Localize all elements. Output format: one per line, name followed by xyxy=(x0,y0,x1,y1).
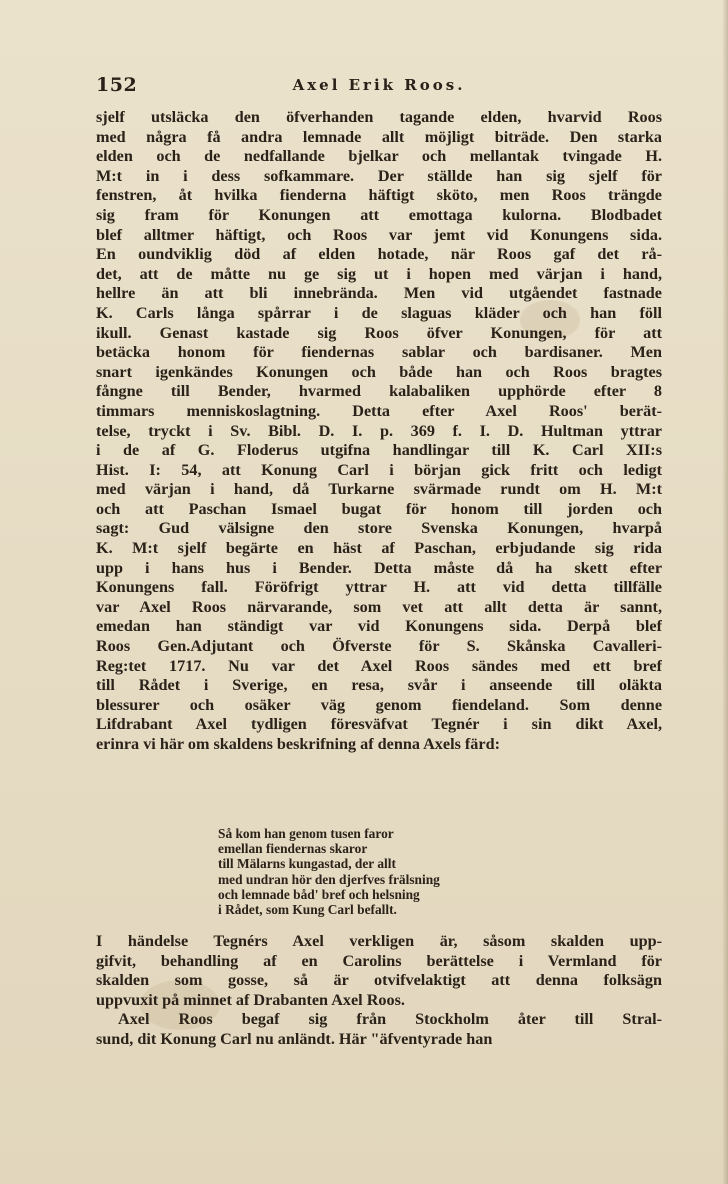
paragraph-1-line: det, att de måtte nu ge sig ut i hopen med värjan i hand, xyxy=(96,264,662,283)
paragraph-1-line: erinra vi här om skaldens beskrifning af denna Axels färd: xyxy=(96,735,500,753)
verse-line: och lemnade båd' bref och helsning xyxy=(218,886,420,902)
paragraph-1-line: i de af G. Floderus utgifna handlingar till K. Carl XII:s xyxy=(96,441,662,460)
paragraph-1-line: till Rådet i Sverige, en resa, svår i anseende till oläkta xyxy=(96,676,662,695)
paragraph-1-line: elden och de nedfallande bjelkar och mellantak tvingade H. xyxy=(96,147,662,166)
paragraph-1-line: upp i hans hus i Bender. Detta måste då ha skett efter xyxy=(96,558,662,577)
page-edge-shadow xyxy=(722,0,728,1184)
paragraph-1-line: fenstren, åt hvilka fienderna häftigt sköto, men Roos trängde xyxy=(96,186,662,205)
paragraph-1-line: Hist. I: 54, att Konung Carl i början gick fritt och ledigt xyxy=(96,460,662,479)
verse-line: i Rådet, som Kung Carl befallt. xyxy=(218,902,397,918)
paragraph-1-line: blessurer och osäker väg genom fiendeland. Som denne xyxy=(96,695,662,714)
paragraph-2-3 xyxy=(96,932,662,1050)
paragraph-1-line: En oundviklig död af elden hotade, när Roos gaf det rå- xyxy=(96,245,662,264)
verse-line: med undran hör den djerfves frälsning xyxy=(218,871,440,887)
paragraph-1-line: emedan han ständigt var vid Konungens sida. Derpå blef xyxy=(96,617,662,636)
paragraph-2-line: I händelse Tegnérs Axel verkligen är, såsom skalden upp- xyxy=(96,932,662,950)
paragraph-1-line: sig fram för Konungen att emottaga kulorna. Blodbadet xyxy=(96,205,662,224)
paragraph-1-line: sagt: Gud välsigne den store Svenska Konungen, hvarpå xyxy=(96,519,662,538)
paragraph-1 xyxy=(96,108,662,755)
paragraph-1-line: Lifdrabant Axel tydligen föresväfvat Tegnér i sin dikt Axel, xyxy=(96,715,662,734)
paragraph-1-line: ikull. Genast kastade sig Roos öfver Konungen, för att xyxy=(96,323,662,342)
paragraph-2-line: uppvuxit på minnet af Drabanten Axel Roos. xyxy=(96,990,405,1009)
paragraph-1-line: blef alltmer häftigt, och Roos var jemt vid Konungens sida. xyxy=(96,225,662,244)
paragraph-1-line: var Axel Roos närvarande, som vet att allt detta är sannt, xyxy=(96,597,662,616)
paragraph-2-line: skalden som gosse, så är otvifvelaktigt att denna folksägn xyxy=(96,971,662,990)
verse-quote xyxy=(218,826,440,917)
paragraph-1-line: Roos Gen.Adjutant och Öfverste för S. Skånska Cavalleri- xyxy=(96,637,662,656)
paragraph-1-line: med värjan i hand, då Turkarne svärmade rundt om H. M:t xyxy=(96,480,662,499)
verse-line: emellan fiendernas skaror xyxy=(218,841,368,857)
running-title: Axel Erik Roos. xyxy=(292,76,466,94)
paragraph-2-line: gifvit, behandling af en Carolins berättelse i Vermland för xyxy=(96,951,662,970)
paragraph-3-line: sund, dit Konung Carl nu anländt. Här "äfventyrade han xyxy=(96,1029,493,1048)
paragraph-1-line: telse, tryckt i Sv. Bibl. D. I. p. 369 f. I. D. Hultman yttrar xyxy=(96,421,662,440)
page-number: 152 xyxy=(96,74,138,96)
paragraph-1-line: timmars menniskoslagtning. Detta efter Axel Roos' berät- xyxy=(96,401,662,420)
paragraph-1-line: K. M:t sjelf begärte en häst af Paschan, erbjudande sig rida xyxy=(96,539,662,558)
paragraph-1-line: M:t in i dess sofkammare. Der ställde han sig sjelf för xyxy=(96,166,662,185)
paragraph-1-line: hellre än att bli innebrända. Men vid utgåendet fastnade xyxy=(96,284,662,303)
paragraph-1-line: fångne till Bender, hvarmed kalabaliken upphörde efter 8 xyxy=(96,382,662,401)
paragraph-1-line: betäcka honom för fiendernas sablar och bardisaner. Men xyxy=(96,343,662,362)
verse-line: till Mälarns kungastad, der allt xyxy=(218,856,396,872)
paragraph-1-line: Konungens fall. Föröfrigt yttrar H. att vid detta tillfälle xyxy=(96,578,662,597)
paragraph-1-line: snart igenkändes Konungen och både han och Roos bragtes xyxy=(96,362,662,381)
verse-line: Så kom han genom tusen faror xyxy=(218,826,394,841)
paragraph-3-line: Axel Roos begaf sig från Stockholm åter till Stral- xyxy=(118,1010,662,1029)
paragraph-1-line: och att Paschan Ismael bugat för honom till jorden och xyxy=(96,499,662,518)
page-header xyxy=(96,74,662,100)
paragraph-1-line: K. Carls långa spårrar i de slaguas kläder och han föll xyxy=(96,303,662,322)
paragraph-1-line: med några få andra lemnade allt möjligt biträde. Den starka xyxy=(96,127,662,146)
paragraph-1-line: sjelf utsläcka den öfverhanden tagande elden, hvarvid Roos xyxy=(96,108,662,126)
paragraph-1-line: Reg:tet 1717. Nu var det Axel Roos sändes med ett bref xyxy=(96,656,662,675)
